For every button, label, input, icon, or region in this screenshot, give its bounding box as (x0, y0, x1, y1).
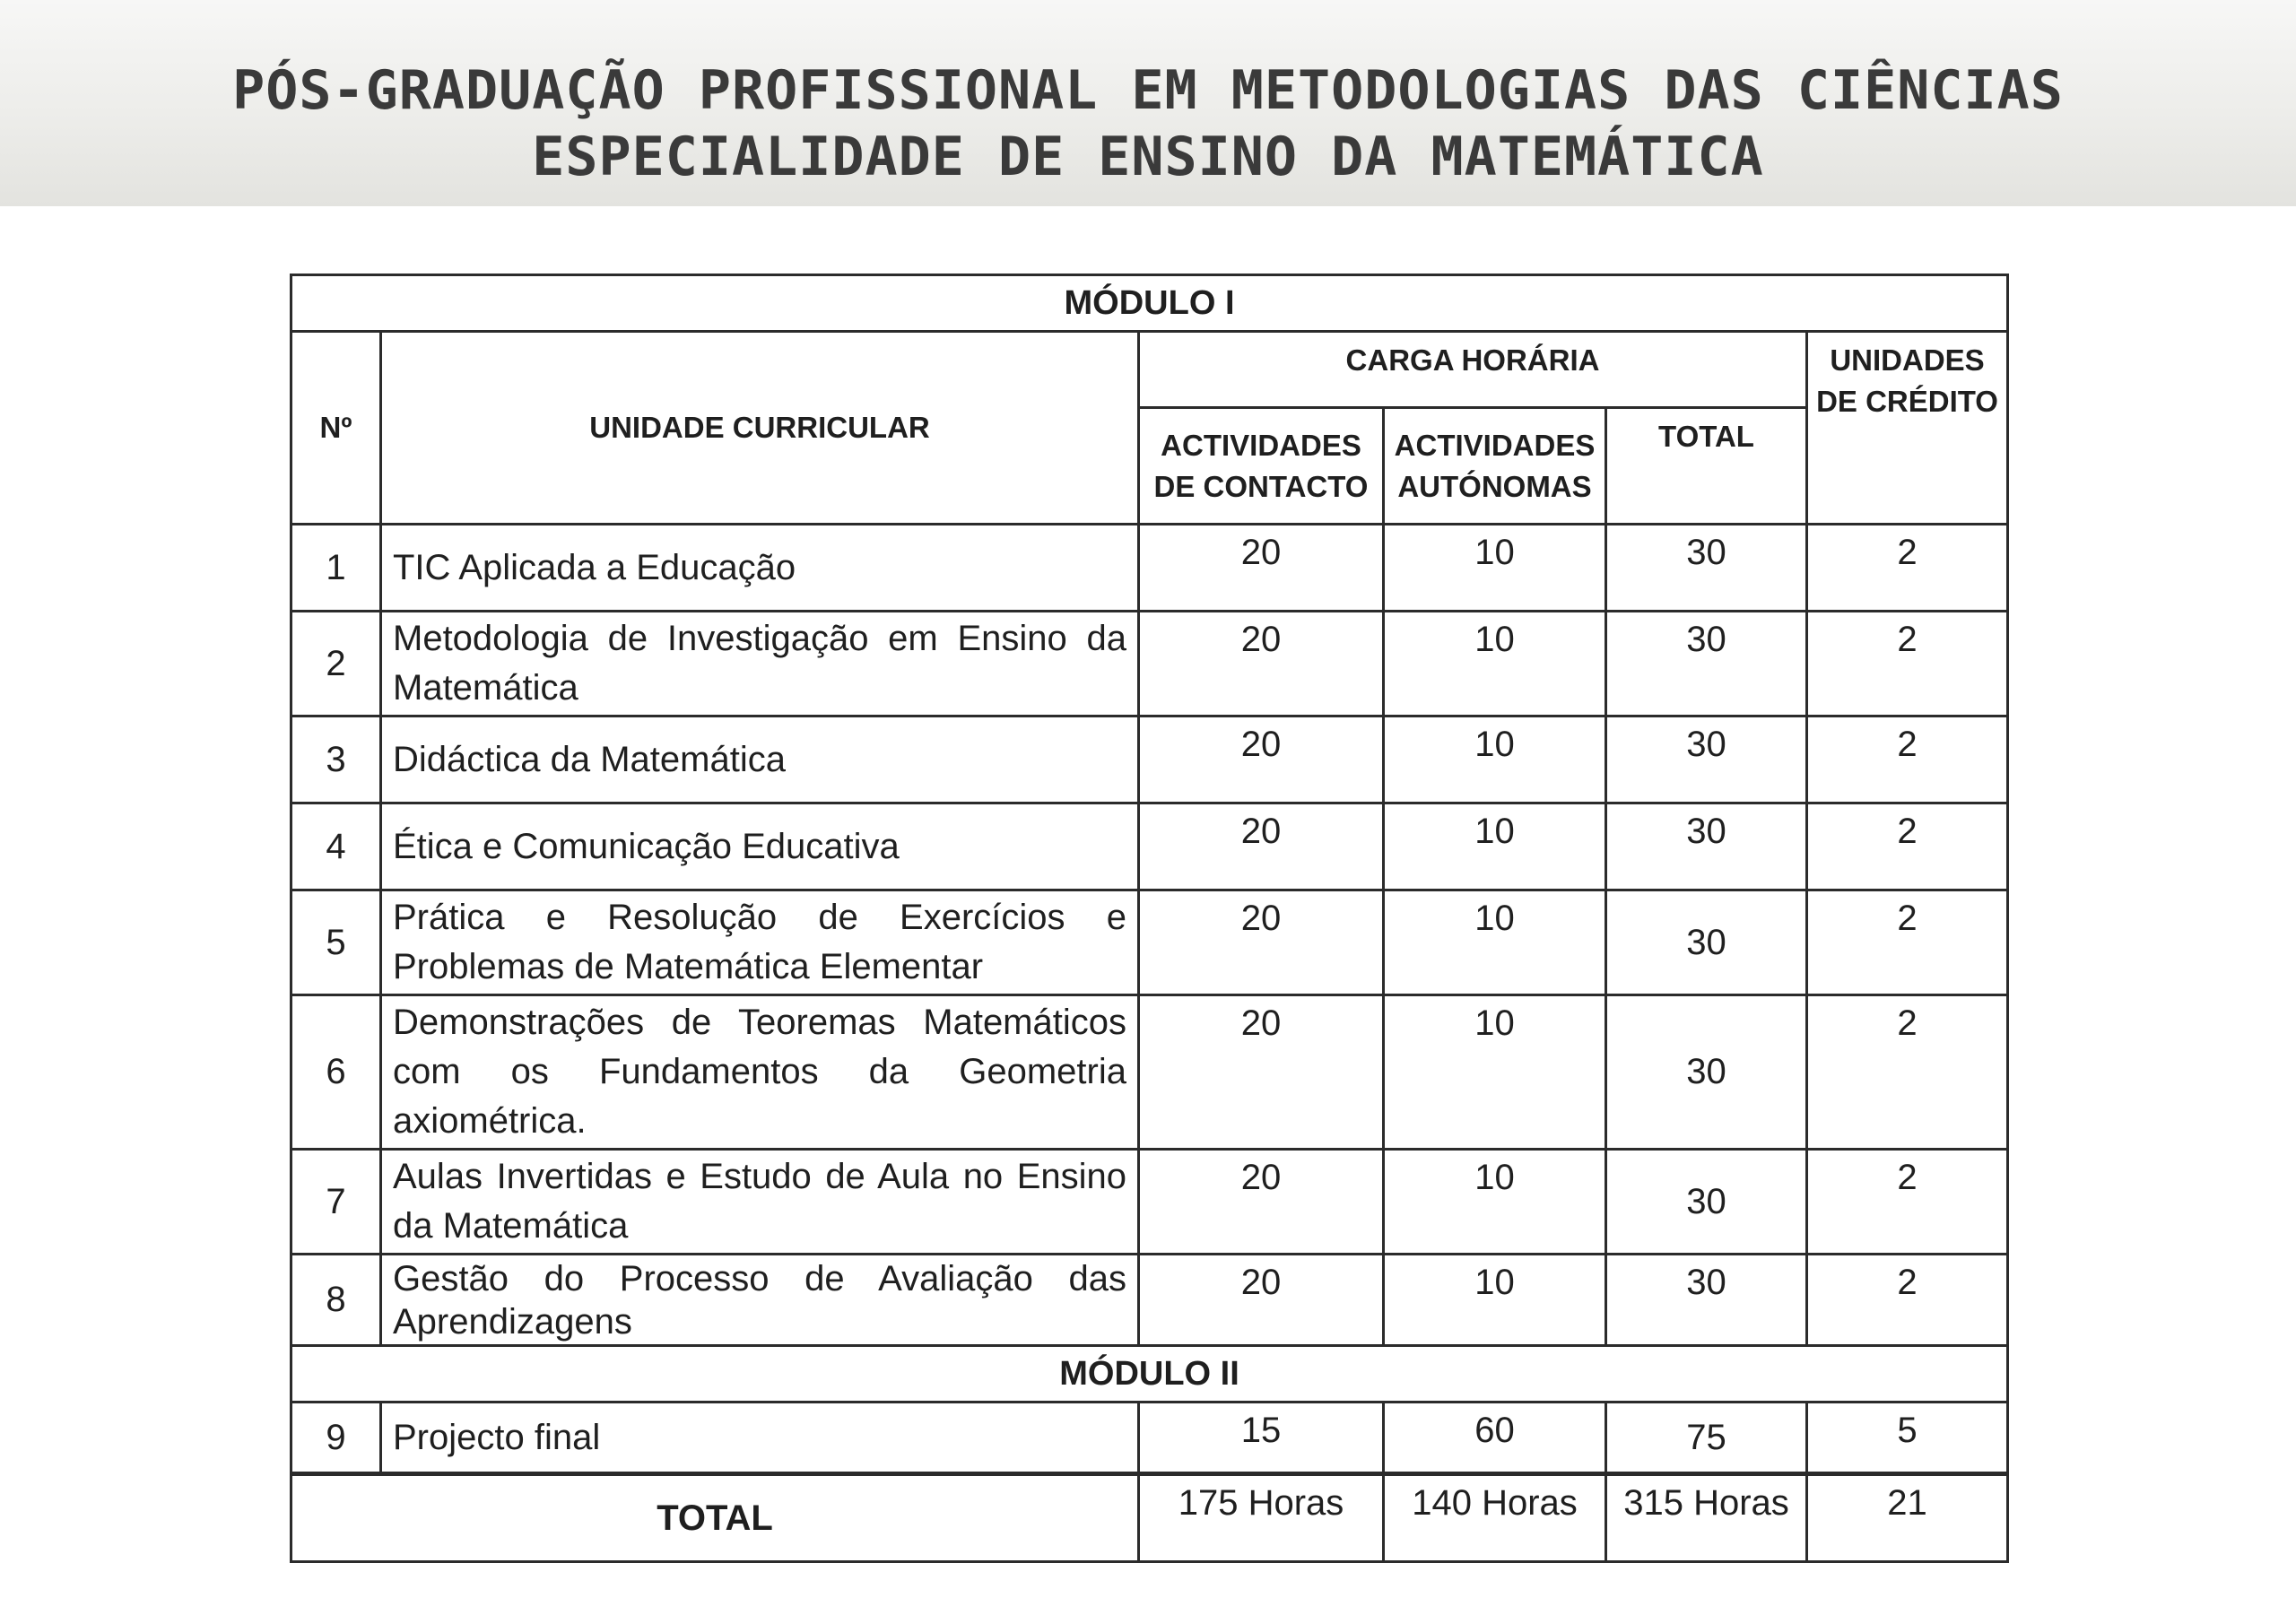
row-autonomous: 10 (1384, 525, 1606, 612)
row-contact: 20 (1139, 995, 1384, 1150)
header-autonomous (1384, 408, 1606, 525)
row-credits: 2 (1807, 890, 2008, 995)
table-row (291, 1403, 2008, 1474)
row-total: 30 (1606, 1150, 1807, 1255)
header-autonomous-line-2: AUTÓNOMAS (1397, 469, 1592, 503)
row-autonomous: 10 (1384, 612, 1606, 716)
header-contact (1139, 408, 1384, 525)
row-contact: 20 (1139, 1255, 1384, 1346)
row-autonomous: 10 (1384, 716, 1606, 803)
table-row (291, 890, 2008, 995)
row-credits: 2 (1807, 995, 2008, 1150)
table-row (291, 995, 2008, 1150)
header-row-1 (291, 332, 2008, 408)
row-credits: 2 (1807, 716, 2008, 803)
totals-autonomous: 140 Horas (1384, 1474, 1606, 1562)
table-row (291, 612, 2008, 716)
row-total: 30 (1606, 995, 1807, 1150)
row-number: 4 (291, 803, 381, 890)
row-credits: 2 (1807, 1255, 2008, 1346)
row-unit: Demonstrações de Teoremas Matemáticos com os Fundamentos da Geometria axiométrica. (381, 995, 1139, 1150)
title-line-2: ESPECIALIDADE DE ENSINO DA MATEMÁTICA (532, 126, 1764, 188)
module-2-title: MÓDULO II (291, 1346, 2008, 1403)
row-total: 30 (1606, 612, 1807, 716)
module-2-row (291, 1346, 2008, 1403)
row-unit: Metodologia de Investigação em Ensino da Matemática (381, 612, 1139, 716)
totals-total: 315 Horas (1606, 1474, 1807, 1562)
totals-credits: 21 (1807, 1474, 2008, 1562)
totals-label: TOTAL (291, 1474, 1139, 1562)
row-total: 30 (1606, 1255, 1807, 1346)
header-credits-line-1: UNIDADES (1830, 343, 1985, 377)
row-number: 9 (291, 1403, 381, 1474)
header-credits (1807, 332, 2008, 525)
totals-row (291, 1474, 2008, 1562)
row-autonomous: 10 (1384, 890, 1606, 995)
header-autonomous-line-1: ACTIVIDADES (1394, 428, 1596, 462)
row-number: 5 (291, 890, 381, 995)
module-1-row (291, 275, 2008, 332)
row-number: 3 (291, 716, 381, 803)
table-row (291, 525, 2008, 612)
row-autonomous: 10 (1384, 995, 1606, 1150)
row-total: 30 (1606, 803, 1807, 890)
row-number: 1 (291, 525, 381, 612)
title-line-1: PÓS-GRADUAÇÃO PROFISSIONAL EM METODOLOGIAS DAS CIÊNCIAS (232, 59, 2064, 122)
row-contact: 20 (1139, 612, 1384, 716)
row-contact: 20 (1139, 890, 1384, 995)
row-number: 6 (291, 995, 381, 1150)
row-number: 2 (291, 612, 381, 716)
row-unit: Aulas Invertidas e Estudo de Aula no Ensino da Matemática (381, 1150, 1139, 1255)
row-credits: 2 (1807, 803, 2008, 890)
row-credits: 2 (1807, 525, 2008, 612)
row-autonomous: 60 (1384, 1403, 1606, 1474)
row-unit: Didáctica da Matemática (381, 716, 1139, 803)
module-1-title: MÓDULO I (291, 275, 2008, 332)
row-contact: 15 (1139, 1403, 1384, 1474)
row-credits: 2 (1807, 1150, 2008, 1255)
header-unit: UNIDADE CURRICULAR (381, 332, 1139, 525)
row-autonomous: 10 (1384, 803, 1606, 890)
curriculum-table (290, 274, 2009, 1563)
row-total: 75 (1606, 1403, 1807, 1474)
row-number: 8 (291, 1255, 381, 1346)
row-unit: Gestão do Processo de Avaliação das Aprendizagens (381, 1255, 1139, 1346)
row-contact: 20 (1139, 716, 1384, 803)
row-unit: Prática e Resolução de Exercícios e Problemas de Matemática Elementar (381, 890, 1139, 995)
row-total: 30 (1606, 525, 1807, 612)
header-credits-line-2: DE CRÉDITO (1816, 385, 1998, 418)
totals-contact: 175 Horas (1139, 1474, 1384, 1562)
header-contact-line-2: DE CONTACTO (1153, 469, 1369, 503)
row-unit: Ética e Comunicação Educativa (381, 803, 1139, 890)
row-total: 30 (1606, 890, 1807, 995)
row-unit: Projecto final (381, 1403, 1139, 1474)
row-number: 7 (291, 1150, 381, 1255)
header-contact-line-1: ACTIVIDADES (1161, 428, 1361, 462)
header-total: TOTAL (1606, 408, 1807, 525)
header-workload: CARGA HORÁRIA (1139, 332, 1807, 408)
title-banner (0, 0, 2296, 206)
table-row (291, 1255, 2008, 1346)
header-number: Nº (291, 332, 381, 525)
row-total: 30 (1606, 716, 1807, 803)
row-contact: 20 (1139, 803, 1384, 890)
row-credits: 2 (1807, 612, 2008, 716)
row-contact: 20 (1139, 1150, 1384, 1255)
row-autonomous: 10 (1384, 1150, 1606, 1255)
table-row (291, 803, 2008, 890)
row-unit: TIC Aplicada a Educação (381, 525, 1139, 612)
table-row (291, 1150, 2008, 1255)
row-autonomous: 10 (1384, 1255, 1606, 1346)
table-row (291, 716, 2008, 803)
row-credits: 5 (1807, 1403, 2008, 1474)
row-contact: 20 (1139, 525, 1384, 612)
